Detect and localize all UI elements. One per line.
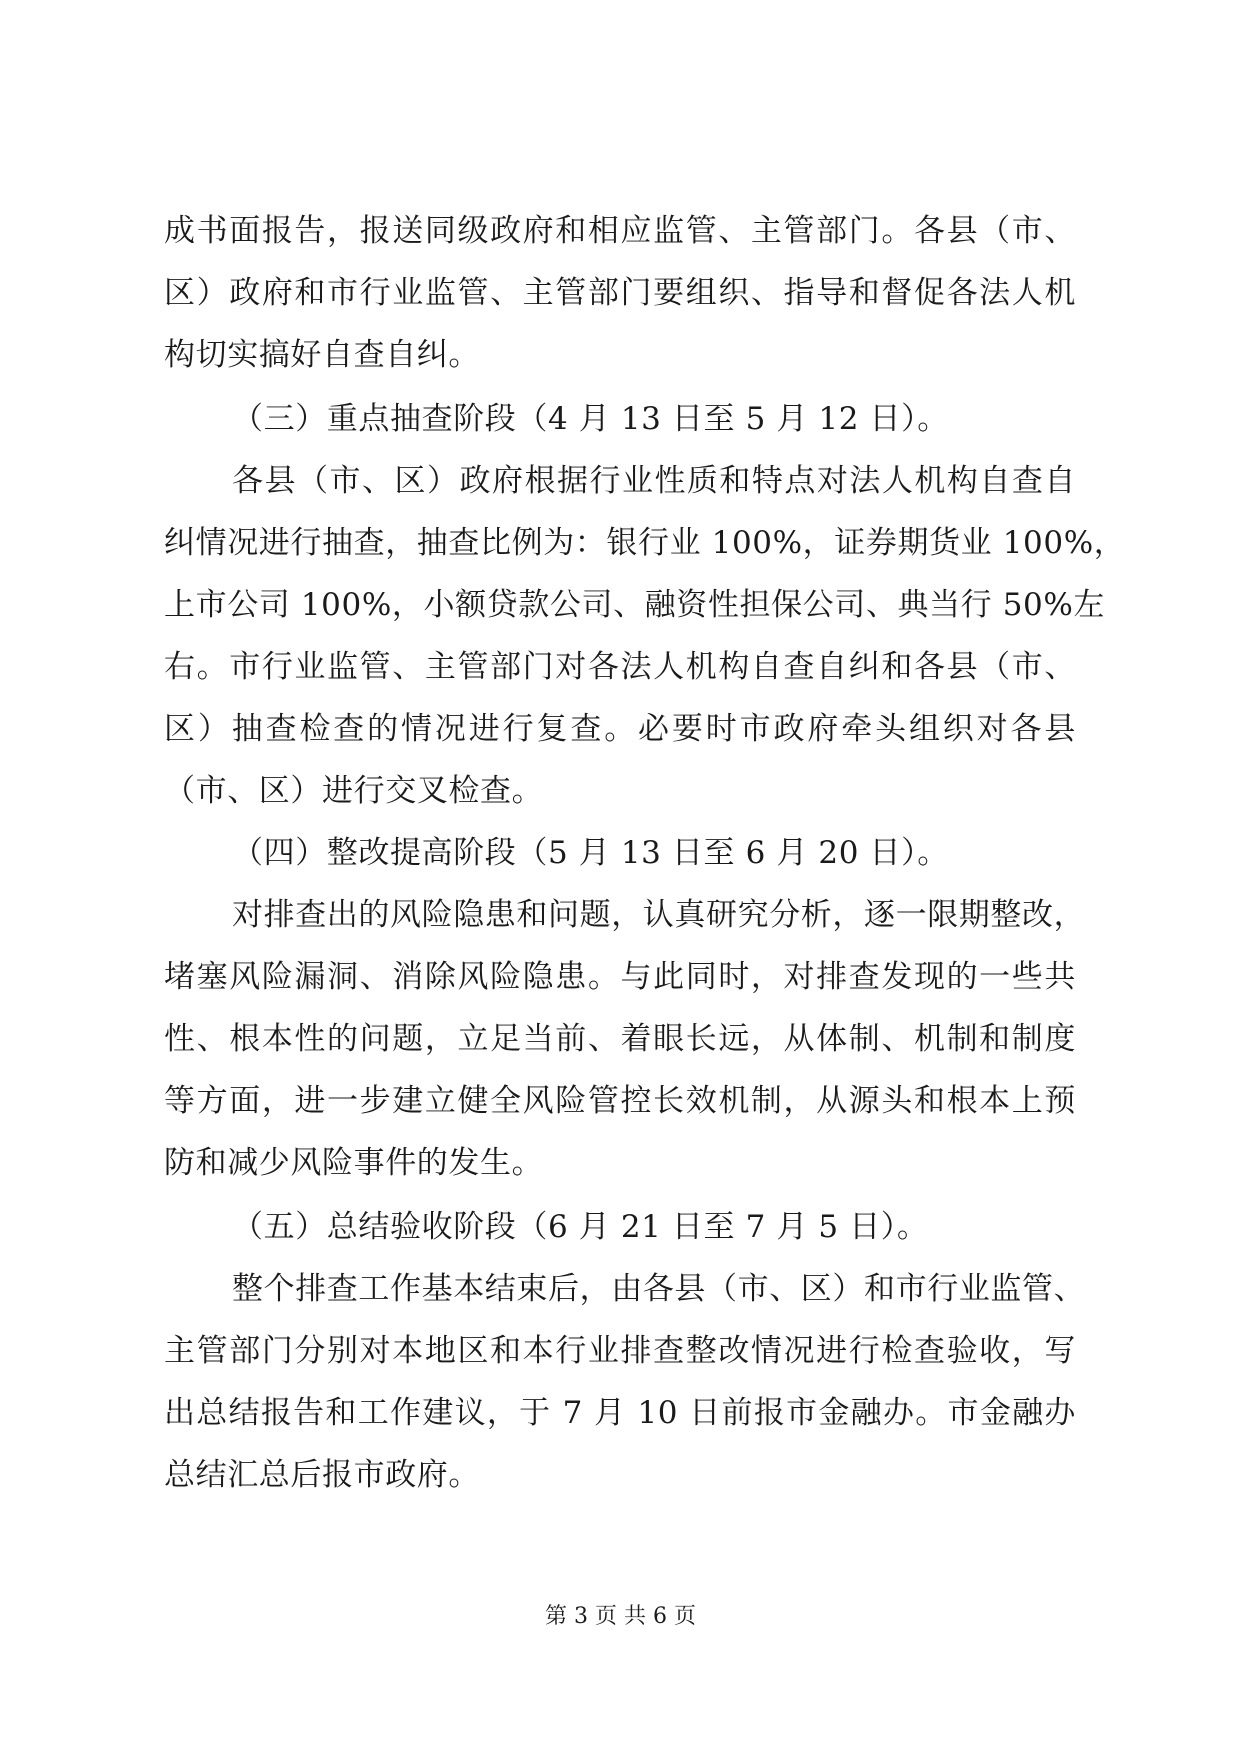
paragraph-line: 区）抽查检查的情况进行复查。必要时市政府牵头组织对各县 bbox=[164, 711, 1076, 747]
paragraph-line: 构切实搞好自查自纠。 bbox=[164, 337, 480, 373]
paragraph-line: 堵塞风险漏洞、消除风险隐患。与此同时，对排查发现的一些共 bbox=[164, 959, 1076, 995]
paragraph-line: 出总结报告和工作建议，于 7 月 10 日前报市金融办。市金融办 bbox=[164, 1395, 1076, 1431]
paragraph-line: 成书面报告，报送同级政府和相应监管、主管部门。各县（市、 bbox=[164, 213, 1076, 249]
paragraph-line: 性、根本性的问题，立足当前、着眼长远，从体制、机制和制度 bbox=[164, 1021, 1076, 1057]
paragraph-line: 等方面，进一步建立健全风险管控长效机制，从源头和根本上预 bbox=[164, 1083, 1076, 1119]
paragraph-line: 总结汇总后报市政府。 bbox=[164, 1457, 480, 1493]
paragraph-line: 对排查出的风险隐患和问题，认真研究分析，逐一限期整改， bbox=[232, 897, 1086, 933]
paragraph-line: 各县（市、区）政府根据行业性质和特点对法人机构自查自 bbox=[232, 463, 1076, 499]
paragraph-line: （市、区）进行交叉检查。 bbox=[164, 773, 544, 809]
paragraph-line: 整个排查工作基本结束后，由各县（市、区）和市行业监管、 bbox=[232, 1271, 1086, 1307]
paragraph-line: 右。市行业监管、主管部门对各法人机构自查自纠和各县（市、 bbox=[164, 649, 1076, 685]
page-number-footer: 第 3 页 共 6 页 bbox=[545, 1604, 696, 1629]
paragraph-line: 纠情况进行抽查，抽查比例为：银行业 100%，证券期货业 100%， bbox=[164, 525, 1126, 561]
paragraph-line: 主管部门分别对本地区和本行业排查整改情况进行检查验收，写 bbox=[164, 1333, 1076, 1369]
section-heading: （五）总结验收阶段（6 月 21 日至 7 月 5 日）。 bbox=[232, 1209, 929, 1245]
section-heading: （四）整改提高阶段（5 月 13 日至 6 月 20 日）。 bbox=[232, 835, 949, 871]
section-heading: （三）重点抽查阶段（4 月 13 日至 5 月 12 日）。 bbox=[232, 401, 949, 437]
paragraph-line: 上市公司 100%，小额贷款公司、融资性担保公司、典当行 50%左 bbox=[164, 587, 1106, 623]
paragraph-line: 区）政府和市行业监管、主管部门要组织、指导和督促各法人机 bbox=[164, 275, 1076, 311]
paragraph-line: 防和减少风险事件的发生。 bbox=[164, 1145, 544, 1181]
